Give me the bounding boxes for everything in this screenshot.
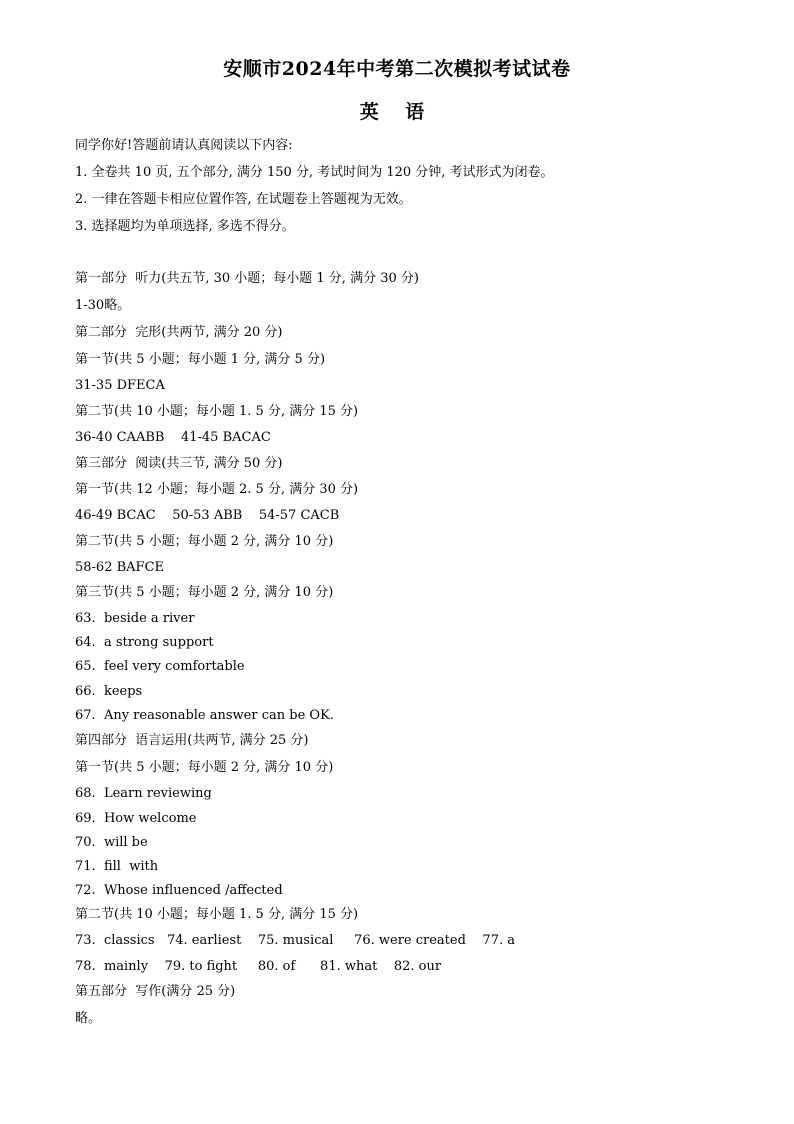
answers-73-77: 73. classics 74. earliest 75. musical 76. were created 77. a — [75, 933, 515, 948]
part1-answer: 1-30略。 — [75, 298, 131, 313]
answer-72: 72. Whose influenced /affected — [75, 883, 283, 898]
answer-65: 65. feel very comfortable — [75, 659, 245, 674]
answer-68: 68. Learn reviewing — [75, 786, 212, 801]
part1-heading: 第一部分 听力(共五节, 30 小题；每小题 1 分, 满分 30 分) — [75, 271, 419, 286]
instructions-intro: 同学你好!答题前请认真阅读以下内容: — [75, 138, 293, 153]
part2-section2-heading: 第二节(共 10 小题；每小题 1. 5 分, 满分 15 分) — [75, 404, 359, 419]
part3-section1-answer: 46-49 BCAC 50-53 ABB 54-57 CACB — [75, 508, 340, 523]
answer-69: 69. How welcome — [75, 811, 197, 826]
answer-64: 64. a strong support — [75, 635, 214, 650]
part3-section2-answer: 58-62 BAFCE — [75, 560, 165, 575]
answer-63: 63. beside a river — [75, 611, 195, 626]
answer-71: 71. fill with — [75, 859, 159, 874]
part2-section1-answer: 31-35 DFECA — [75, 378, 165, 393]
answer-67: 67. Any reasonable answer can be OK. — [75, 708, 334, 723]
part3-section2-heading: 第二节(共 5 小题；每小题 2 分, 满分 10 分) — [75, 534, 334, 549]
part4-section1-heading: 第一节(共 5 小题；每小题 2 分, 满分 10 分) — [75, 760, 334, 775]
part4-heading: 第四部分 语言运用(共两节, 满分 25 分) — [75, 733, 309, 748]
part5-heading: 第五部分 写作(满分 25 分) — [75, 984, 236, 999]
instruction-item-2: 2. 一律在答题卡相应位置作答, 在试题卷上答题视为无效。 — [75, 192, 412, 207]
answer-70: 70. will be — [75, 835, 148, 850]
answer-66: 66. keeps — [75, 684, 143, 699]
part2-section1-heading: 第一节(共 5 小题；每小题 1 分, 满分 5 分) — [75, 352, 326, 367]
part3-section1-heading: 第一节(共 12 小题；每小题 2. 5 分, 满分 30 分) — [75, 482, 359, 497]
instruction-item-1: 1. 全卷共 10 页, 五个部分, 满分 150 分, 考试时间为 120 分钟, 考试形式为闭卷。 — [75, 165, 554, 180]
instruction-item-3: 3. 选择题均为单项选择, 多选不得分。 — [75, 219, 295, 234]
page-title: 安顺市2024年中考第二次模拟考试试卷 — [223, 58, 571, 80]
part2-heading: 第二部分 完形(共两节, 满分 20 分) — [75, 325, 283, 340]
part5-answer: 略。 — [75, 1011, 102, 1026]
part4-section2-heading: 第二节(共 10 小题；每小题 1. 5 分, 满分 15 分) — [75, 907, 359, 922]
answers-78-82: 78. mainly 79. to fight 80. of 81. what 82. our — [75, 959, 442, 974]
part3-heading: 第三部分 阅读(共三节, 满分 50 分) — [75, 456, 283, 471]
subject-title: 英 语 — [359, 101, 435, 123]
part3-section3-heading: 第三节(共 5 小题；每小题 2 分, 满分 10 分) — [75, 585, 334, 600]
part2-section2-answer: 36-40 CAABB 41-45 BACAC — [75, 430, 271, 445]
